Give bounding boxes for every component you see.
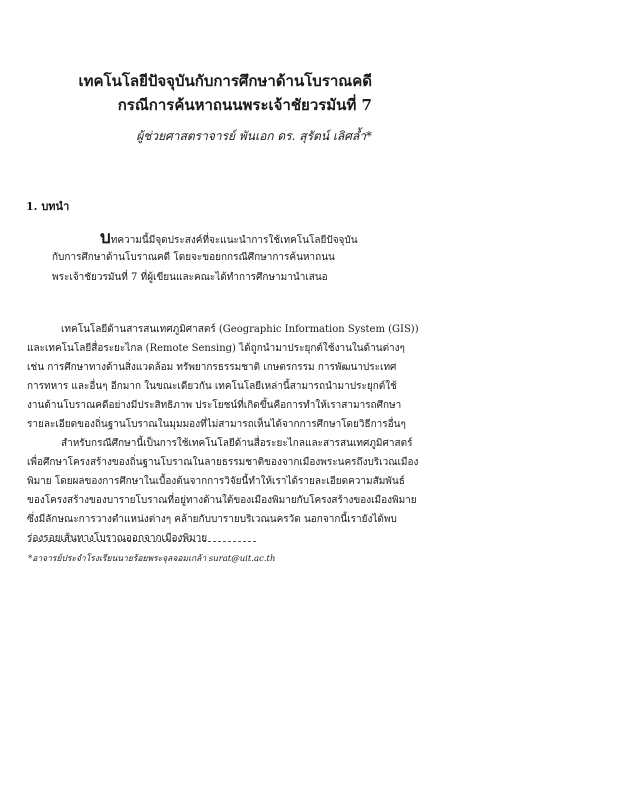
para2-line-5: งานด้านโบราณคดีอย่างมีประสิทธิภาพ ประโยชน์ที่เกิดขึ้นคือการทำให้เราสามารถศึกษา — [27, 400, 402, 411]
para2-line-3: เช่น การศึกษาทางด้านสิ่งแวดล้อม ทรัพยากรธรรมชาติ เกษตรกรรม การพัฒนาประเทศ — [27, 362, 397, 373]
para2-line-4: การทหาร และอื่นๆ อีกมาก ในขณะเดียวกัน เทคโนโลยีเหล่านี้สามารถนำมาประยุกต์ใช้ — [27, 381, 397, 392]
para2-line-1: เทคโนโลยีด้านสารสนเทศภูมิศาสตร์ (Geographic Information System (GIS)) — [61, 324, 419, 335]
para2-line-2: และเทคโนโลยีสื่อระยะไกล (Remote Sensing) ได้ถูกนำมาประยุกต์ใช้งานในด้านต่างๆ — [27, 343, 405, 354]
section-heading: 1. บทนำ — [26, 200, 70, 213]
author-line: ผู้ช่วยศาสตราจารย์ พันเอก ดร. สุรัตน์ เลิศล้ำ* — [136, 129, 372, 143]
para2-line-6: รายละเอียดของถิ่นฐานโบราณในมุมมองที่ไม่สามารถเห็นได้จากการศึกษาโดยวิธีการอื่นๆ — [27, 419, 406, 430]
intro-line-3: พระเจ้าชัยวรมันที่ 7 ที่ผู้เขียนและคณะได้ทำการศึกษามานำเสนอ — [52, 272, 328, 283]
intro-line-2: กับการศึกษาด้านโบราณคดี โดยจะขอยกกรณีศึกษาการค้นหาถนน — [52, 252, 335, 263]
para3-line-5: ซึ่งมีลักษณะการวางตำแหน่งต่างๆ คล้ายกับบารายบริเวณนครวัด นอกจากนี้เรายังได้พบ — [27, 514, 397, 525]
title-line-1: เทคโนโลยีปัจจุบันกับการศึกษาด้านโบราณคดี — [78, 72, 372, 90]
para3-line-1: สำหรับกรณีศึกษานี้เป็นการใช้เทคโนโลยีด้านสื่อระยะไกลและสารสนเทศภูมิศาสตร์ — [61, 438, 413, 449]
footnote: *อาจารย์ประจำโรงเรียนนายร้อยพระจุลจอมเกล้า surat@uit.ac.th — [28, 554, 276, 564]
footnote-divider — [28, 541, 256, 542]
para3-line-6: ร่องรอยเส้นทางโบราณออกจากเมืองพิมาย — [27, 533, 208, 544]
drop-cap: บ — [100, 228, 111, 248]
title-line-2: กรณีการค้นหาถนนพระเจ้าชัยวรมันที่ 7 — [117, 96, 372, 114]
para3-line-2: เพื่อศึกษาโครงสร้างของถิ่นฐานโบราณในลายธรรมชาติของจากเมืองพระนครถึงบริเวณเมือง — [27, 457, 419, 468]
para3-line-3: พิมาย โดยผลของการศึกษาในเบื้องต้นจากการวิจัยนี้ทำให้เราได้รายละเอียดความสัมพันธ์ — [27, 476, 405, 487]
intro-line-1-text: ทความนี้มีจุดประสงค์ที่จะแนะนำการใช้เทคโนโลยีปัจจุบัน — [110, 235, 358, 246]
para3-line-4: ของโครงสร้างของบารายโบราณที่อยู่ทางด้านใต้ของเมืองพิมายกับโครงสร้างของเมืองพิมาย — [27, 495, 417, 506]
intro-line-1 — [100, 229, 358, 250]
